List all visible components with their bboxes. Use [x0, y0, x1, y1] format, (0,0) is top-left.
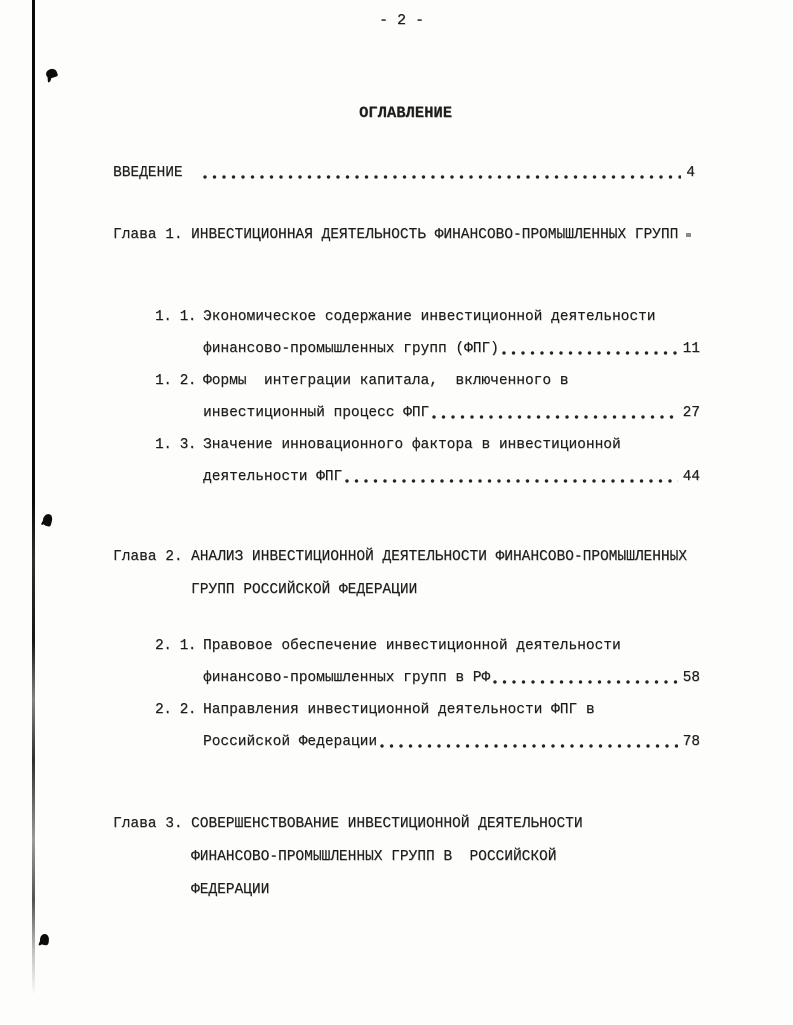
toc-section-entry	[155, 694, 700, 758]
chapter-2-heading	[113, 541, 713, 607]
chapter-title	[191, 808, 713, 907]
toc-section-entry	[155, 301, 700, 365]
section-line	[155, 630, 700, 662]
section-text: Формы интеграции капитала, включенного в	[203, 373, 569, 389]
chapter-title-line: ФЕДЕРАЦИИ	[191, 882, 270, 898]
section-text: Направления инвестиционной деятельности ФПГ в	[203, 702, 595, 718]
section-line	[155, 662, 700, 694]
chapter-title-line: СОВЕРШЕНСТВОВАНИЕ ИНВЕСТИЦИОННОЙ ДЕЯТЕЛЬНОСТИ	[191, 816, 583, 832]
toc-entry-page: 4	[686, 165, 695, 181]
section-line	[155, 365, 700, 397]
chapter-label: Глава 2.	[113, 549, 183, 565]
chapter-1-sections	[155, 301, 700, 493]
scan-edge-line-artifact	[32, 0, 35, 995]
chapter-label: Глава 1.	[113, 227, 183, 243]
section-page-number: 27	[682, 405, 700, 421]
dot-leader	[432, 415, 677, 419]
dot-leader	[493, 680, 677, 684]
section-number: 1. 1.	[155, 309, 197, 325]
section-text: финансово-промышленных групп (ФПГ)	[203, 341, 499, 357]
section-line	[155, 461, 700, 493]
chapter-2-sections	[155, 630, 700, 758]
section-number: 1. 2.	[155, 373, 197, 389]
chapter-title-line: АНАЛИЗ ИНВЕСТИЦИОННОЙ ДЕЯТЕЛЬНОСТИ ФИНАНСОВО-ПРОМЫШЛЕННЫХ	[191, 549, 687, 565]
chapter-title	[191, 541, 713, 607]
section-line	[155, 301, 700, 333]
page-title: ОГЛАВЛЕНИЕ	[358, 104, 452, 122]
section-text: Экономическое содержание инвестиционной деятельности	[203, 309, 656, 325]
section-page-number: 11	[682, 341, 700, 357]
chapter-title	[191, 219, 713, 252]
chapter-title-line: ИНВЕСТИЦИОННАЯ ДЕЯТЕЛЬНОСТЬ ФИНАНСОВО-ПРОМЫШЛЕННЫХ ГРУПП	[191, 227, 679, 243]
section-line	[155, 429, 700, 461]
ink-blot-artifact	[45, 67, 58, 79]
chapter-title-line: ГРУПП РОССИЙСКОЙ ФЕДЕРАЦИИ	[191, 582, 418, 598]
section-number: 1. 3.	[155, 437, 197, 453]
ink-blot-artifact	[42, 513, 54, 527]
section-number: 2. 1.	[155, 638, 197, 654]
toc-section-entry	[155, 630, 700, 694]
section-page-number: 44	[682, 469, 700, 485]
toc-section-entry	[155, 429, 700, 493]
toc-section-entry	[155, 365, 700, 429]
chapter-3-heading	[113, 808, 713, 907]
dot-leader	[345, 479, 677, 483]
section-text: Правовое обеспечение инвестиционной деятельности	[203, 638, 621, 654]
section-line	[155, 397, 700, 429]
section-text: Российской Федерации	[203, 734, 378, 750]
page-number: - 2 -	[378, 12, 424, 29]
ink-blot-artifact	[39, 933, 49, 945]
section-page-number: 78	[682, 734, 700, 750]
section-line	[155, 694, 700, 726]
section-page-number: 58	[682, 670, 700, 686]
section-text: финансово-промышленных групп в РФ	[203, 670, 491, 686]
dot-leader	[502, 351, 678, 355]
section-text: инвестиционный процесс ФПГ	[203, 405, 430, 421]
dot-leader	[380, 744, 678, 748]
section-text: деятельности ФПГ	[203, 469, 343, 485]
dot-leader	[203, 175, 682, 179]
section-number: 2. 2.	[155, 702, 197, 718]
section-line	[155, 333, 700, 365]
section-line	[155, 726, 700, 758]
chapter-label: Глава 3.	[113, 816, 183, 832]
section-text: Значение инновационного фактора в инвестиционной	[203, 437, 621, 453]
toc-entry-label: ВВЕДЕНИЕ	[113, 165, 183, 181]
chapter-1-heading	[113, 219, 713, 252]
chapter-title-line: ФИНАНСОВО-ПРОМЫШЛЕННЫХ ГРУПП В РОССИЙСКОЙ	[191, 849, 557, 865]
toc-entry-introduction	[113, 163, 695, 183]
